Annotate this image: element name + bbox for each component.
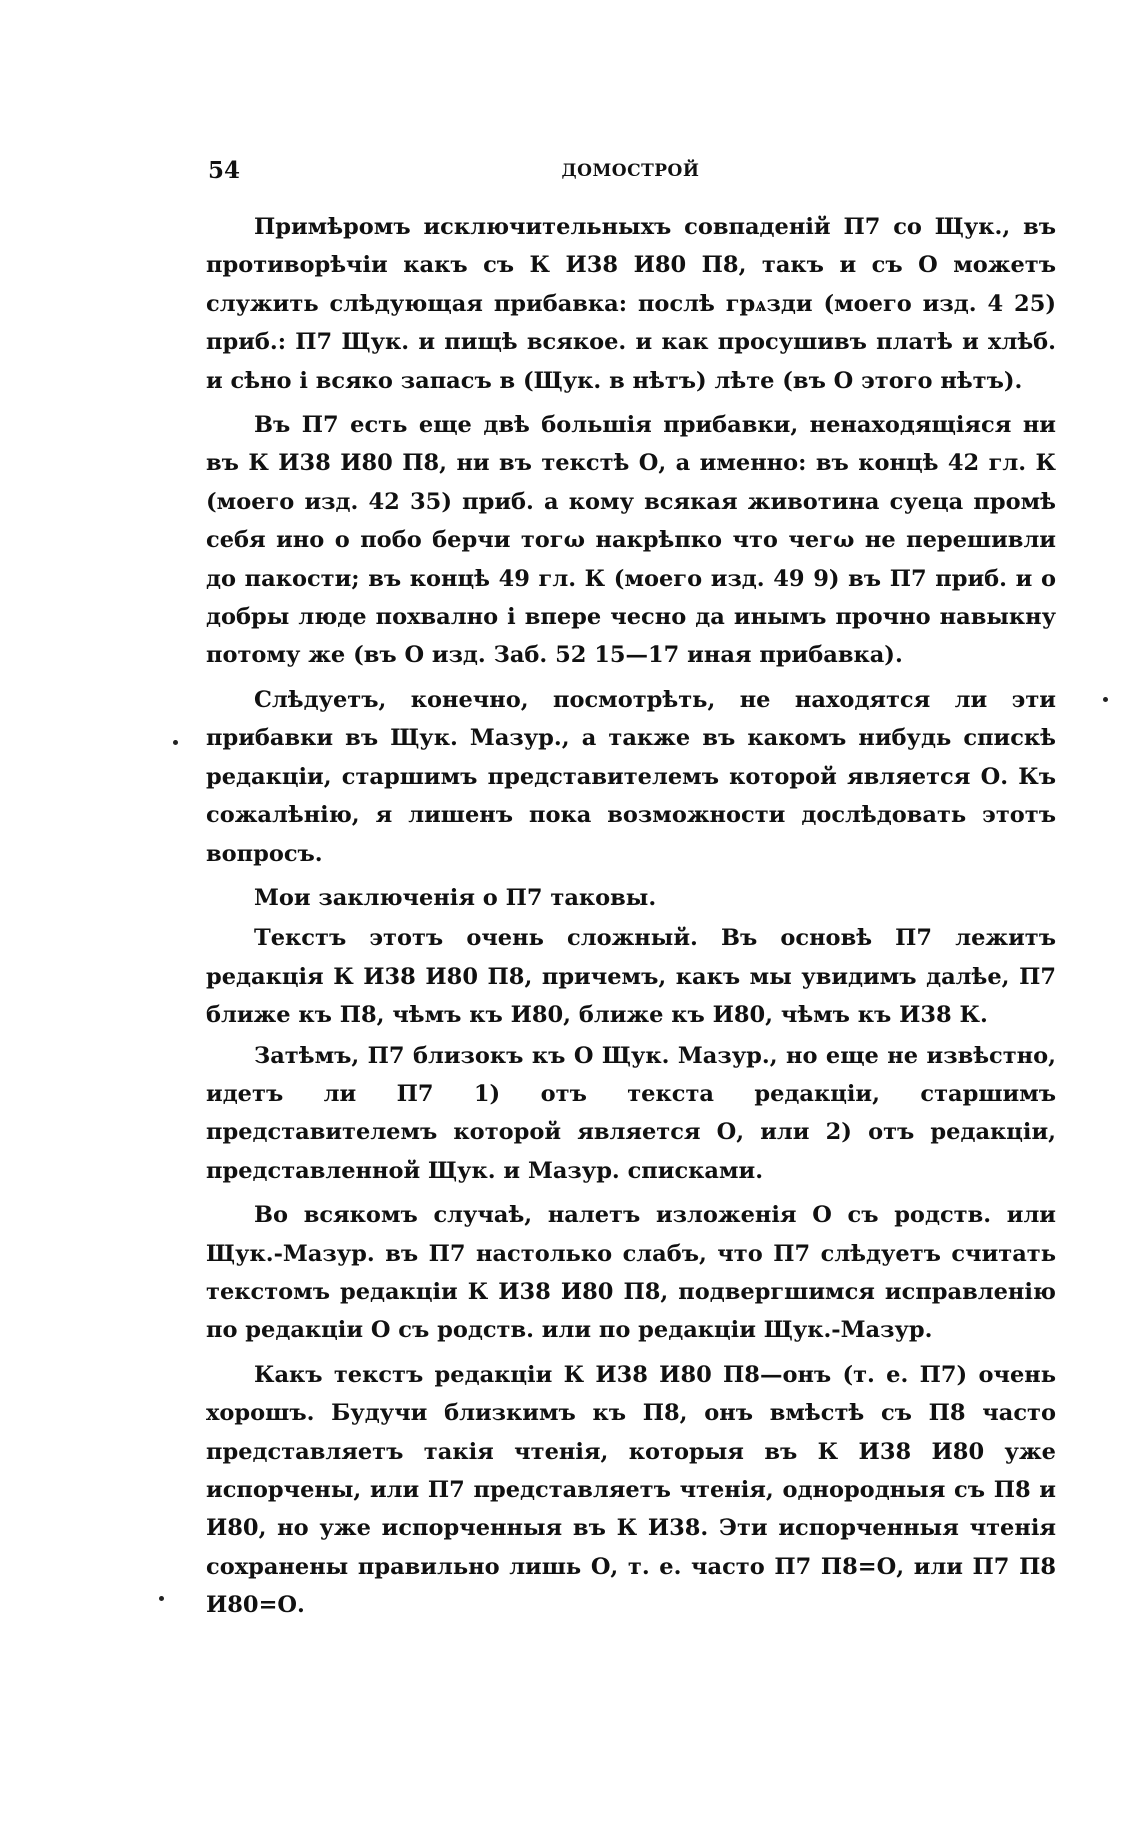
paragraph-rare-coincidences: Примѣромъ исключительныхъ совпаденій П7 со Щук., въ противорѣчіи какъ съ К И38 И80 П8, такъ и съ О можетъ служить слѣдующая прибавка: послѣ грѧзди (моего изд. 4 25) приб.: П7 Щук. и пищѣ всякое. и как просушивъ платѣ и хлѣб. и сѣно і всяко запасъ в (Щук. в нѣтъ) лѣте (въ О этого нѣтъ). [206, 214, 1056, 394]
stray-mark [159, 1596, 164, 1601]
body-text [206, 208, 1056, 1631]
paragraph-complex-text: Текстъ этотъ очень сложный. Въ основѣ П7 лежитъ редакція К И38 И80 П8, причемъ, какъ мы увидимъ далѣе, П7 ближе къ П8, чѣмъ къ И80, ближе къ И80, чѣмъ къ И38 К. [206, 925, 1056, 1029]
running-head [208, 157, 1053, 187]
stray-mark [173, 740, 178, 745]
stray-mark [1103, 697, 1108, 702]
paragraph-text-quality: Какъ текстъ редакціи К И38 И80 П8—онъ (т. е. П7) очень хорошъ. Будучи близкимъ къ П8, онъ вмѣстѣ съ П8 часто представляетъ такія чтенія, которыя въ К И38 И80 уже испорчены, или П7 представляетъ чтенія, однородныя съ П8 и И80, но уже испорченныя въ К И38. Эти испорченныя чтенія сохранены правильно лишь О, т. е. часто П7 П8=О, или П7 П8 И80=О. [206, 1361, 1056, 1619]
page-number: 54 [208, 157, 241, 184]
running-title: ДОМОСТРОЙ [561, 161, 700, 181]
paragraph-should-check: Слѣдуетъ, конечно, посмотрѣть, не находятся ли эти прибавки въ Щук. Мазур., а также въ какомъ нибудь спискѣ редакціи, старшимъ представителемъ которой является О. Къ сожалѣнію, я лишенъ пока возможности дослѣдовать этотъ вопросъ. [206, 686, 1056, 867]
paragraph-conclusions-intro: Мои заключенія о П7 таковы. [254, 884, 657, 911]
paragraph-close-to-o: Затѣмъ, П7 близокъ къ О Щук. Мазур., но еще не извѣстно, идетъ ли П7 1) отъ текста редакціи, старшимъ представителемъ которой является О, или 2) отъ редакціи, представленной Щук. и Мазур. списками. [206, 1042, 1056, 1184]
paragraph-two-additions: Въ П7 есть еще двѣ большія прибавки, ненаходящіяся ни въ К И38 И80 П8, ни въ текстѣ О, а именно: въ концѣ 42 гл. К (моего изд. 42 35) приб. а кому всякая животина суеца промѣ себя ино о побо берчи тогω накрѣпко что чегω не перешивли до пакости; въ концѣ 49 гл. К (моего изд. 49 9) въ П7 приб. и о добры люде похвално і впере чесно да инымъ прочно навыкну потому же (въ О изд. Заб. 52 15—17 иная прибавка). [206, 412, 1056, 669]
paragraph-in-any-case: Во всякомъ случаѣ, налетъ изложенія О съ родств. или Щук.-Мазур. въ П7 настолько слабъ, что П7 слѣдуетъ считать текстомъ редакціи К И38 И80 П8, подвергшимся исправленію по редакціи О съ родств. или по редакціи Щук.-Мазур. [206, 1202, 1056, 1344]
